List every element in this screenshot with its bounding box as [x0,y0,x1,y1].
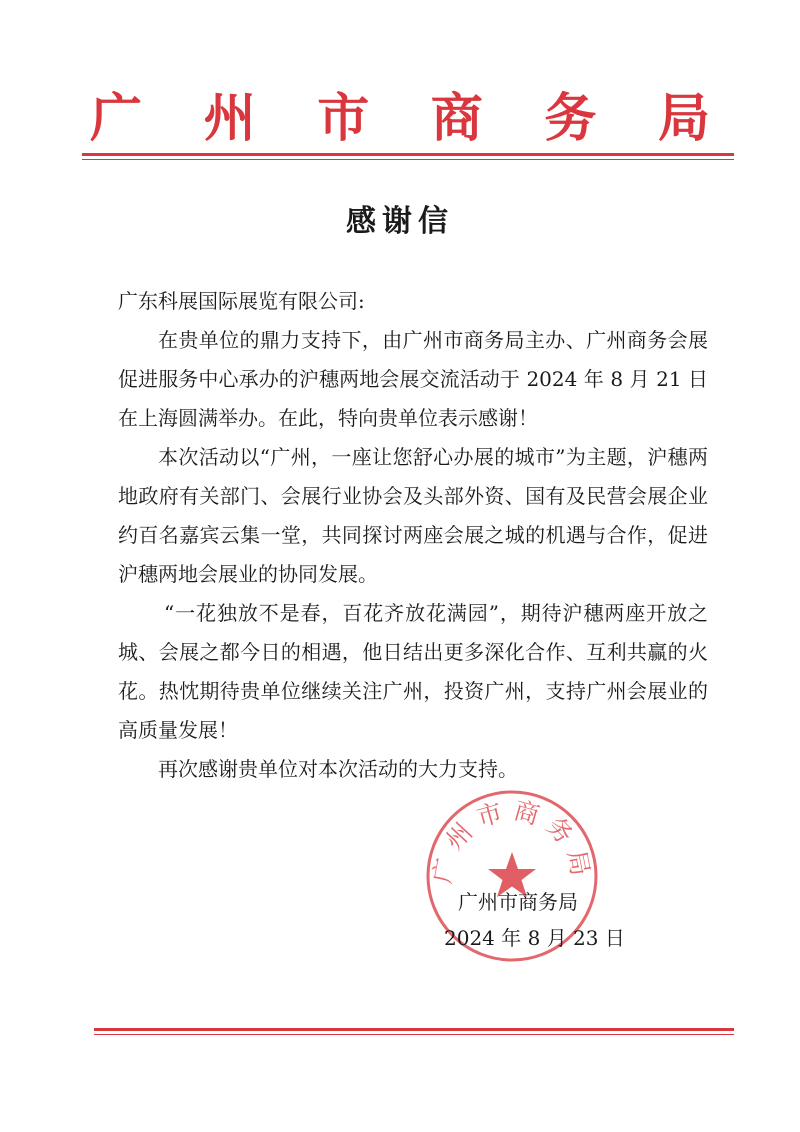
signature-date: 2024 年 8 月 23 日 [444,926,625,950]
letterhead-title [90,84,710,154]
paragraph: “一花独放不是春，百花齐放花满园”，期待沪穗两座开放之城、会展之都今日的相遇，他日结出更多深化合作、互利共赢的火花。热忱期待贵单位继续关注广州，投资广州，支持广州会展业的高质量发展！ [118,601,708,742]
letterhead-char: 商 [430,89,483,149]
seal-text: 广州市商务局 [427,795,597,886]
letterhead-char: 州 [203,89,256,149]
paragraph: 再次感谢贵单位对本次活动的大力支持。 [158,757,518,781]
letterhead [0,84,800,154]
paragraph: 在贵单位的鼎力支持下，由广州市商务局主办、广州商务会展促进服务中心承办的沪穗两地会展交流活动于 2024 年 8 月 21 日在上海圆满举办。在此，特向贵单位表示感谢！ [118,328,708,430]
footer-divider-thin [94,1034,734,1035]
signature-org: 广州市商务局 [458,890,578,914]
footer-divider-thick [94,1028,734,1031]
letterhead-char: 务 [544,89,597,149]
signature-block [430,884,630,956]
header-divider-thick [82,153,734,156]
letter-body [118,282,708,789]
header-divider-thin [82,159,734,160]
letterhead-char: 局 [657,89,710,149]
salutation: 广东科展国际展览有限公司: [118,289,365,313]
letterhead-char: 广 [90,89,143,149]
letterhead-char: 市 [317,89,370,149]
document-title: 感谢信 [346,204,454,239]
paragraph: 本次活动以“广州，一座让您舒心办展的城市”为主题，沪穗两地政府有关部门、会展行业协会及头部外资、国有及民营会展企业约百名嘉宾云集一堂，共同探讨两座会展之城的机遇与合作，促进沪穗两地会展业的协同发展。 [118,445,708,586]
